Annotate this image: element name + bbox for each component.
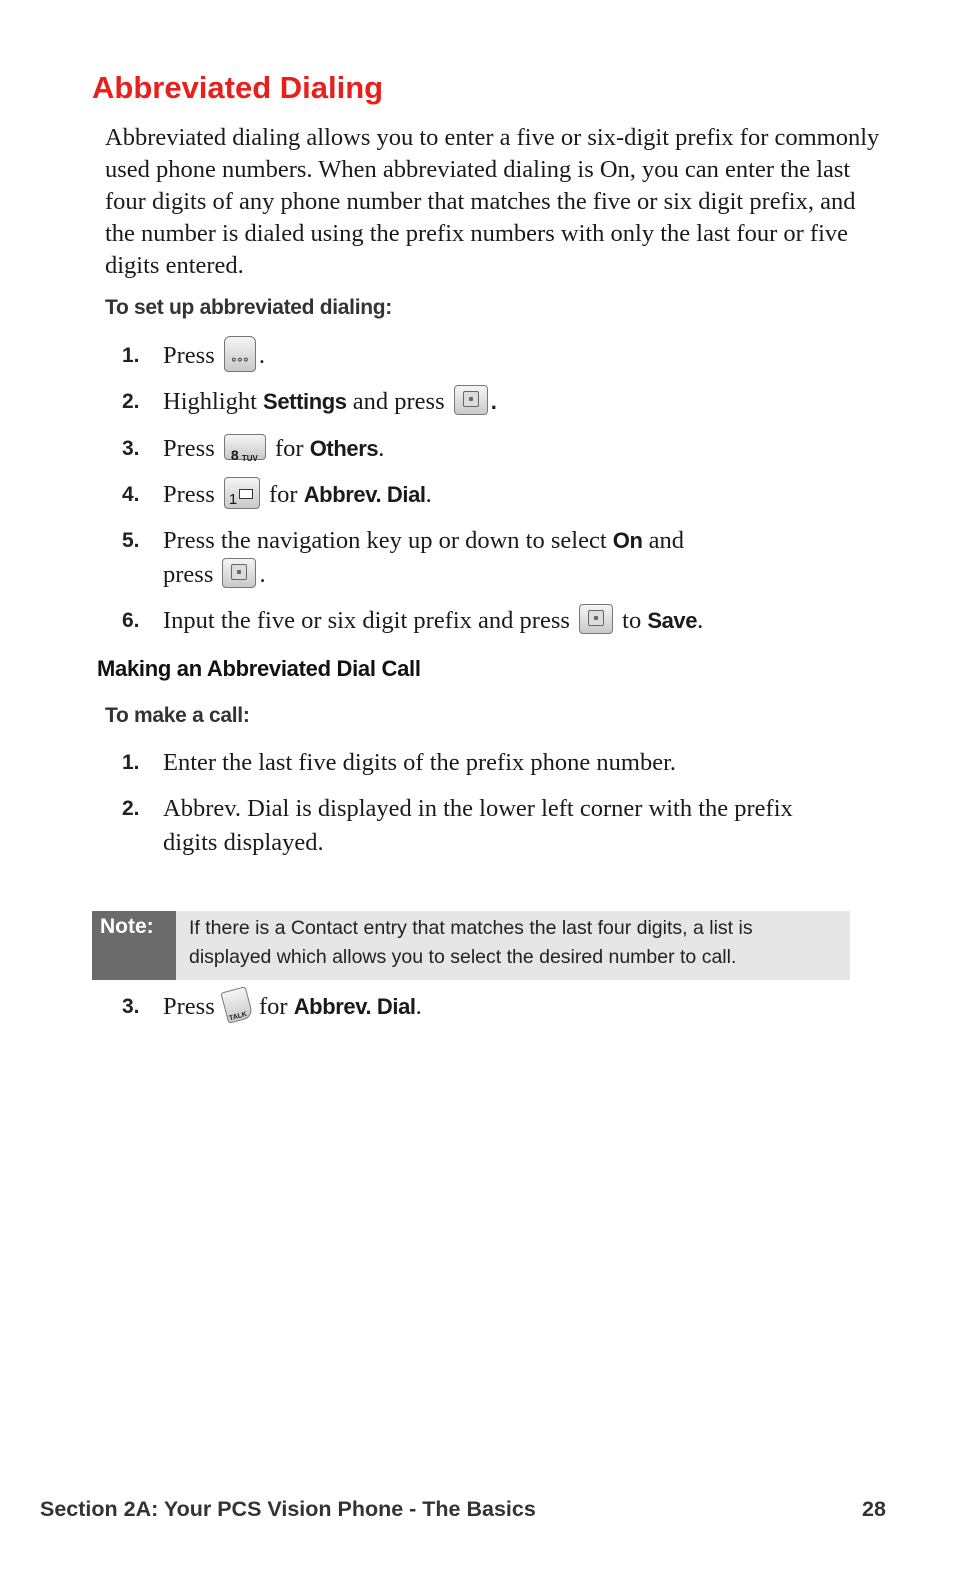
step-number: 2. bbox=[122, 390, 140, 413]
step-text: Enter the last five digits of the prefix phone number. bbox=[163, 749, 677, 776]
keyword-abbrev-dial: Abbrev. Dial bbox=[303, 482, 426, 507]
step-text: Press bbox=[163, 342, 215, 369]
page-title: Abbreviated Dialing bbox=[92, 70, 384, 105]
step-text: Abbrev. Dial is displayed in the lower left corner with the prefix digits displayed. bbox=[163, 795, 793, 856]
step-number: 6. bbox=[122, 609, 140, 632]
setup-step-1: 1. Press °°° . bbox=[122, 339, 862, 375]
8tuv-key-icon: 8 TUV bbox=[224, 434, 266, 460]
intro-paragraph: Abbreviated dialing allows you to enter a five or six-digit prefix for commonly used phone numbers. When abbreviated dialing is On, you can enter the last four digits of any phone number that matches the five or six digit prefix, and the number is dialed using the prefix numbers with only the last four or five digits entered. bbox=[105, 124, 880, 279]
menu-key-icon bbox=[224, 336, 256, 372]
step-number: 1. bbox=[122, 344, 140, 367]
note-text: If there is a Contact entry that matches the last four digits, a list is displayed which allows you to select the desired number to call. bbox=[189, 917, 753, 968]
step-number: 3. bbox=[122, 995, 140, 1018]
ok-key-icon bbox=[222, 558, 256, 588]
section-heading: Making an Abbreviated Dial Call bbox=[97, 656, 421, 681]
call-step-2 bbox=[122, 792, 822, 860]
setup-heading: To set up abbreviated dialing: bbox=[105, 296, 392, 319]
keyword-settings: Settings bbox=[263, 389, 347, 414]
setup-step-2: 2. Highlight Settings and press . bbox=[122, 385, 862, 419]
setup-step-6: 6. Input the five or six digit prefix and press to Save. bbox=[122, 604, 862, 638]
talk-key-icon: TALK bbox=[220, 987, 253, 1025]
step-number: 2. bbox=[122, 797, 140, 820]
note-label: Note: bbox=[92, 911, 176, 980]
keyword-others: Others bbox=[309, 436, 379, 461]
call-step-1 bbox=[122, 746, 862, 780]
page-number: 28 bbox=[862, 1497, 886, 1521]
setup-step-4: 4. Press 1 for Abbrev. Dial. bbox=[122, 478, 862, 512]
ok-key-icon bbox=[579, 604, 613, 634]
step-number: 4. bbox=[122, 483, 140, 506]
envelope-icon bbox=[239, 489, 253, 499]
ok-key-icon bbox=[454, 385, 488, 415]
setup-step-5: 5. Press the navigation key up or down to select On and press . bbox=[122, 524, 862, 592]
note-box bbox=[92, 911, 850, 980]
keyword-save: Save bbox=[647, 608, 698, 633]
footer-section-title: Section 2A: Your PCS Vision Phone - The Basics bbox=[40, 1497, 536, 1521]
1-key-icon: 1 bbox=[224, 477, 260, 509]
setup-step-3: 3. Press 8 TUV for Others. bbox=[122, 432, 862, 466]
keyword-abbrev-dial: Abbrev. Dial bbox=[293, 994, 416, 1019]
step-number: 5. bbox=[122, 529, 140, 552]
keyword-on: On bbox=[612, 528, 643, 553]
step-number: 1. bbox=[122, 751, 140, 774]
step-number: 3. bbox=[122, 437, 140, 460]
call-heading: To make a call: bbox=[105, 704, 250, 727]
call-step-3: 3. Press TALK for Abbrev. Dial. bbox=[122, 990, 862, 1024]
